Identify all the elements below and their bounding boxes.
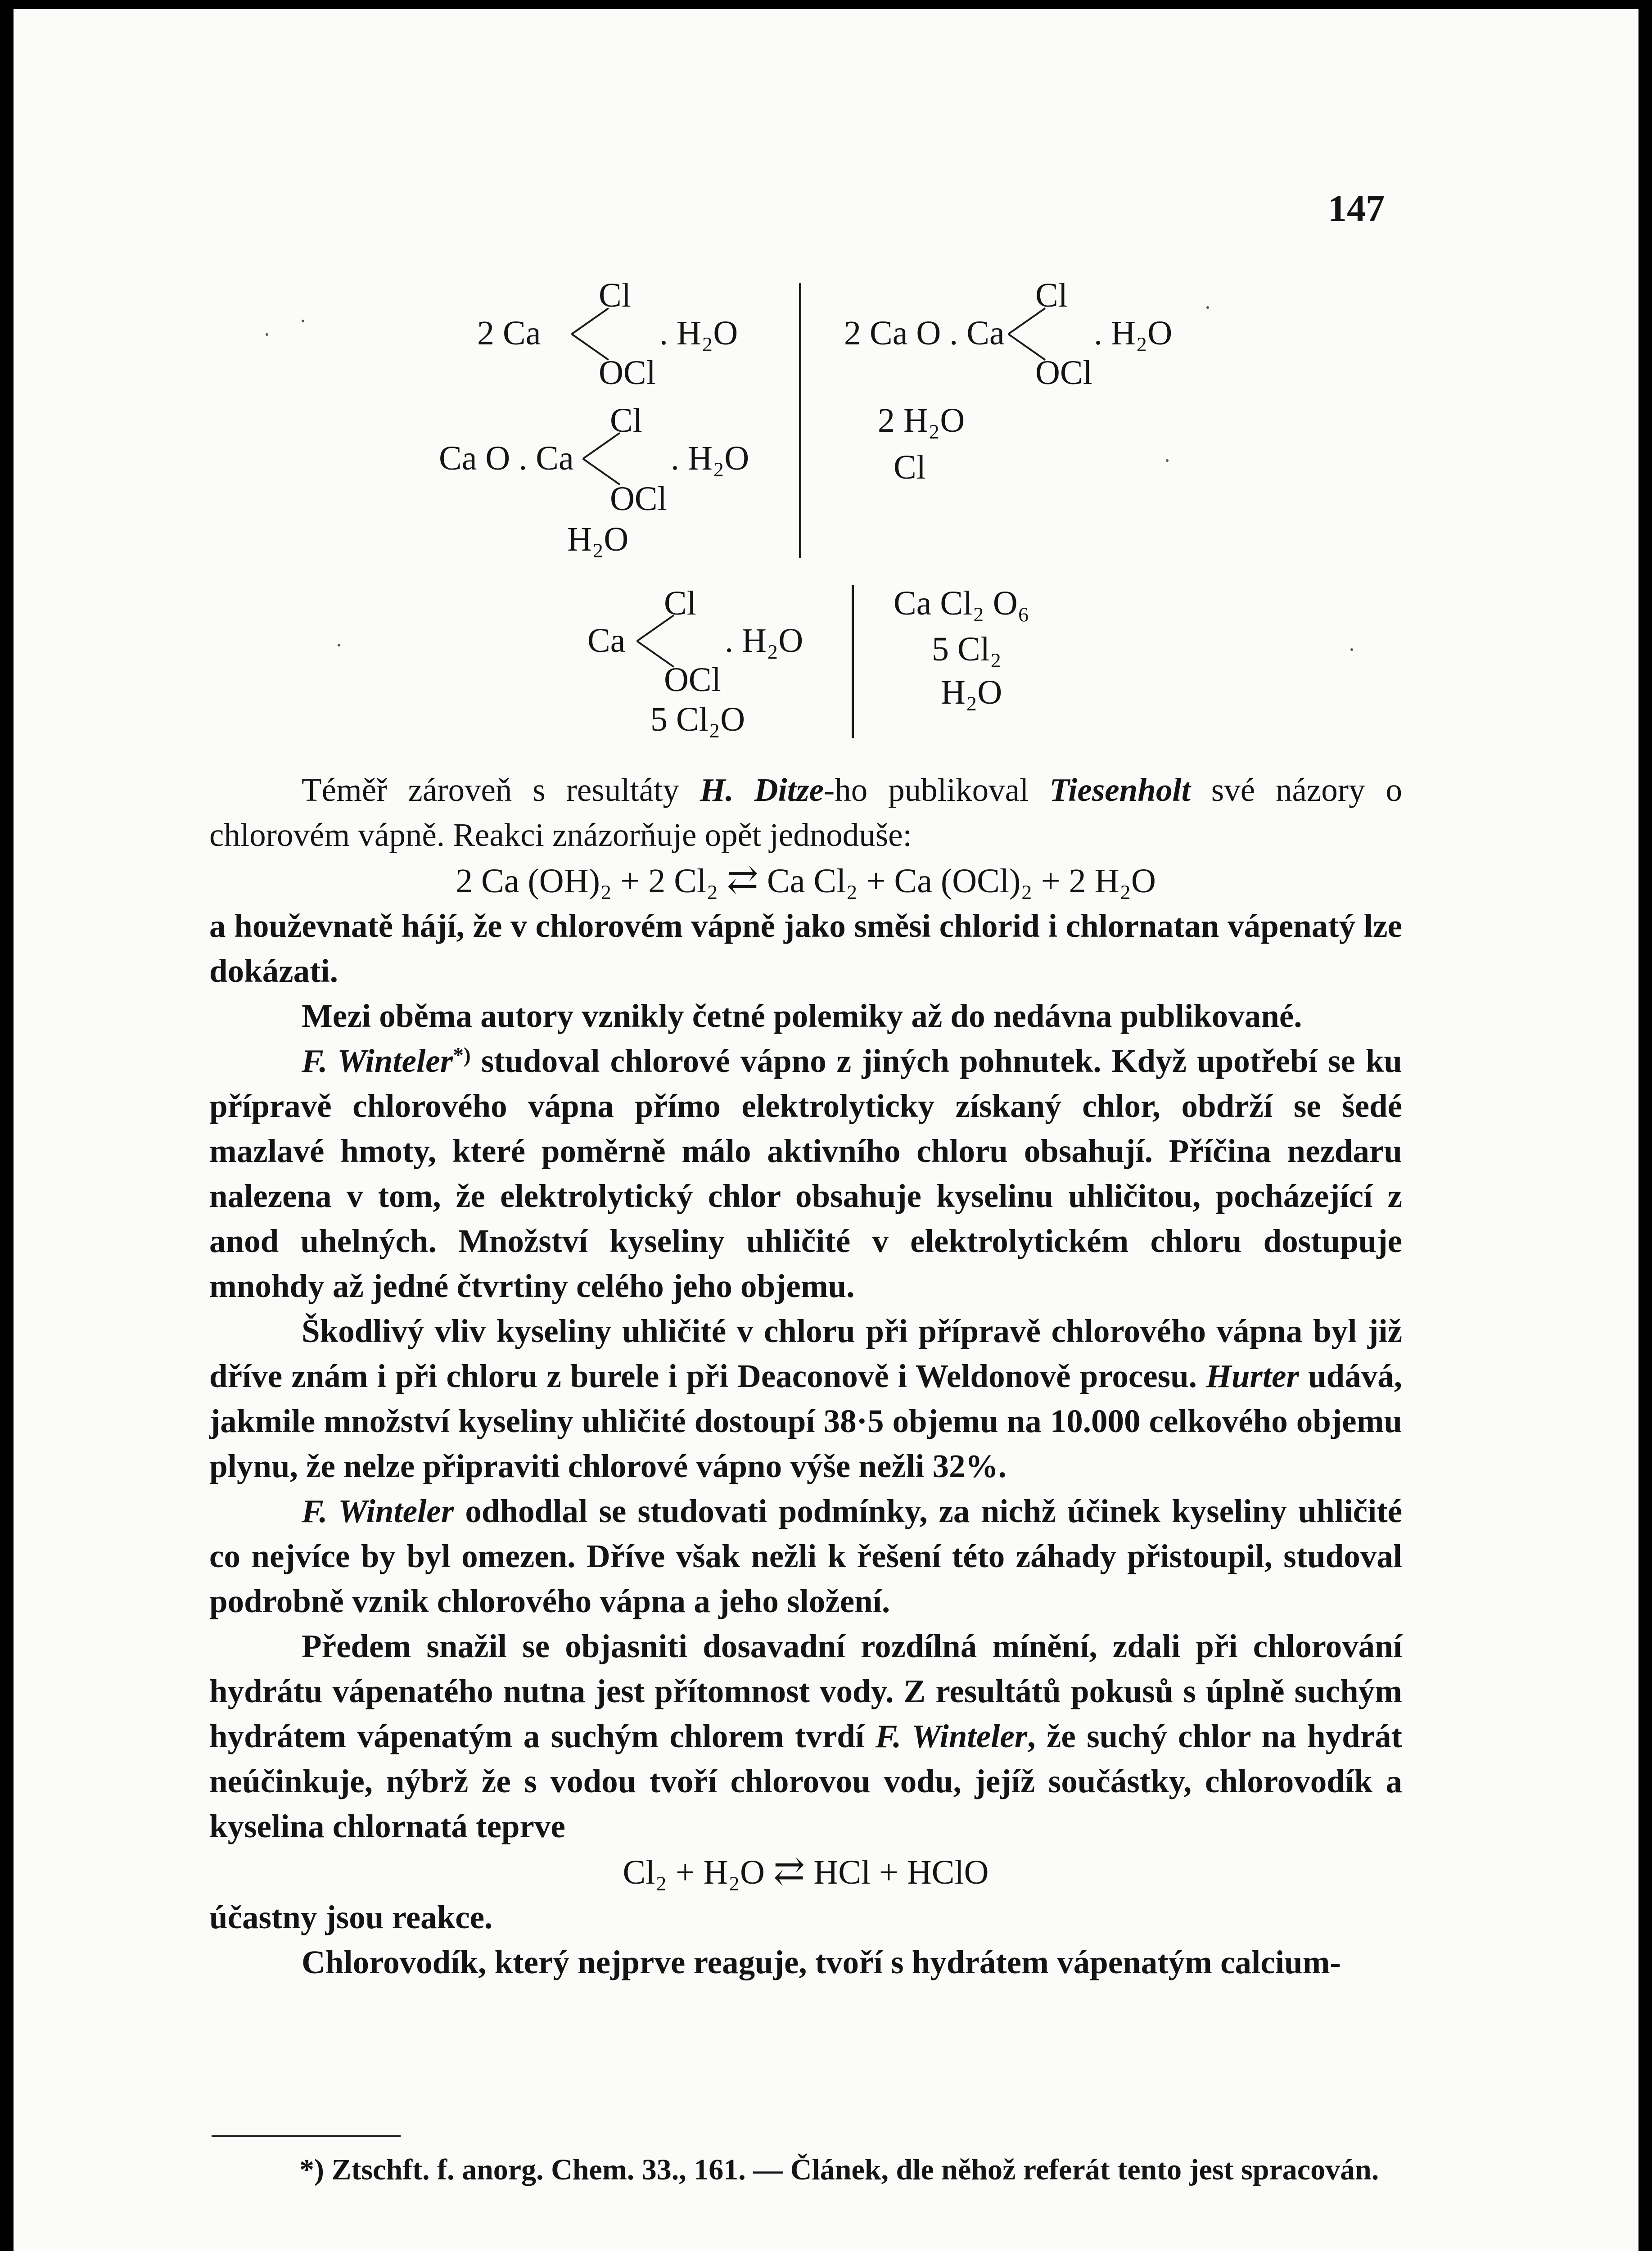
body-text <box>209 768 1402 1985</box>
paragraph-7: Předem snažil se objasniti dosavadní rozdílná mínění, zdali při chlorování hydrátu vápenatého nutna jest přítomnost vody. Z resultátů pokusů s úplně suchým hydrátem vápenatým a suchým chlorem tvrdí F. Winteler, že suchý chlor na hydrát neúčinkuje, nýbrž že s vodou tvoří chlorovou vodu, jejíž součástky, chlorovodík a kyselina chlornatá teprve <box>209 1628 1402 1844</box>
formula-left-1-prefix: 2 Ca <box>477 314 541 352</box>
formula-left-1-ocl: OCl <box>599 354 656 392</box>
formula-divider <box>799 283 801 558</box>
scan-speck <box>302 320 304 322</box>
paragraph-9: Chlorovodík, který nejprve reaguje, tvoří s hydrátem vápenatým calcium- <box>302 1944 1341 1980</box>
formula-left-2-below: H₂O <box>567 520 629 558</box>
scan-speck <box>1206 306 1209 309</box>
formula-bottom-ocl: OCl <box>664 661 721 699</box>
paragraph-3: Mezi oběma autory vznikly četné polemiky až do nedávna publikované. <box>302 998 1302 1034</box>
formula-left-2-cl: Cl <box>610 402 642 439</box>
scan-speck <box>1166 459 1169 462</box>
paragraph-2: a houževnatě hájí, že v chlorovém vápně jako směsi chlorid i chlornatan vápenatý lze dokázati. <box>209 908 1402 989</box>
formula-right-1-ocl: OCl <box>1035 354 1092 392</box>
scan-speck <box>266 333 268 336</box>
paragraph-8: účastny jsou reakce. <box>209 1899 493 1935</box>
author-name: F. Winteler <box>875 1718 1028 1754</box>
paragraph-5: Škodlivý vliv kyseliny uhličité v chloru při přípravě chlorového vápna byl již dříve znám i při chloru z burele i při Deaconově i Weldonově procesu. Hurter udává, jakmile množství kyseliny uhličité dostoupí 38·5 objemu na 10.000 celkového objemu plynu, že nelze připraviti chlorové vápno výše nežli 32%. <box>209 1313 1402 1484</box>
scan-speck <box>1350 648 1353 651</box>
footnote-mark: *) <box>299 2153 324 2186</box>
footnote-mark: *) <box>453 1044 471 1067</box>
formula-right-1-prefix: 2 Ca O . Ca <box>844 314 1005 352</box>
formula-left-1-cl: Cl <box>599 276 631 314</box>
paragraph-6: F. Winteler odhodlal se studovati podmínky, za nichž účinek kyseliny uhličité co nejvíce by byl omezen. Dříve však nežli k řešení této záhady přistoupil, studoval podrobně vznik chlorového vápna a jeho složení. <box>209 1493 1402 1619</box>
author-name: Tiesenholt <box>1049 772 1191 808</box>
paragraph-4: F. Winteler*) studoval chlorové vápno z jiných pohnutek. Když upotřebí se ku přípravě chlorového vápna přímo elektrolyticky získaný chlor, obdrží se šedé mazlavé hmoty, které poměrně málo aktivního chloru obsahují. Příčina nezdaru nalezena v tom, že elektrolytický chlor obsahuje kyselinu uhličitou, pocházející z anod uhelných. Množství kyseliny uhličité v elektrolytickém chloru dostupuje mnohdy až jedné čtvrtiny celého jeho objemu. <box>209 1043 1402 1304</box>
author-name: F. Winteler <box>302 1043 453 1079</box>
formula-left-2-ocl: OCl <box>610 480 667 518</box>
formula-left-2-prefix: Ca O . Ca <box>439 439 574 477</box>
paragraph-1: Téměř zároveň s resultáty H. Ditze-ho publikoval Tiesenholt své názory o chlorovém vápně. Reakci znázorňuje opět jednoduše: <box>209 772 1403 853</box>
formula-bottom-right-line3: H₂O <box>941 673 1002 711</box>
scanned-page <box>14 9 1638 2251</box>
formula-bottom-right-line2: 5 Cl₂ <box>932 630 1002 668</box>
formula-left-1-water: . H₂O <box>659 314 738 352</box>
author-name: H. Ditze <box>700 772 824 808</box>
formula-right-line3: Cl <box>894 448 926 486</box>
formula-right-line2: 2 H₂O <box>878 402 965 439</box>
formula-bottom-below: 5 Cl₂O <box>650 701 745 738</box>
formula-bottom-prefix: Ca <box>587 622 626 660</box>
formula-right-1-cl: Cl <box>1035 276 1068 314</box>
equation-2: Cl₂ + H₂O ⇄ HCl + HClO <box>623 1850 989 1892</box>
formula-bottom-right-line1: Ca Cl₂ O₆ <box>894 584 1030 622</box>
formula-bottom-water: . H₂O <box>725 622 803 660</box>
formula-divider-2 <box>852 585 854 738</box>
formula-left-2-water: . H₂O <box>671 439 749 477</box>
author-name: F. Winteler <box>302 1493 454 1529</box>
page-number: 147 <box>1328 188 1385 230</box>
equilibrium-arrow-icon: ⇄ <box>727 859 758 901</box>
formula-bottom-cl: Cl <box>664 584 696 622</box>
footnote-rule <box>212 2135 401 2137</box>
equation-1: 2 Ca (OH)₂ + 2 Cl₂ ⇄ Ca Cl₂ + Ca (OCl)₂ + 2 H₂O <box>456 859 1156 901</box>
formula-right-1-water: . H₂O <box>1094 314 1173 352</box>
author-name: Hurter <box>1206 1358 1299 1394</box>
footnote-text: Ztschft. f. anorg. Chem. 33., 161. — Článek, dle něhož referát tento jest spracován. <box>324 2153 1379 2186</box>
scan-speck <box>338 644 340 646</box>
footnote <box>209 2150 1402 2190</box>
equilibrium-arrow-icon: ⇄ <box>773 1850 805 1892</box>
